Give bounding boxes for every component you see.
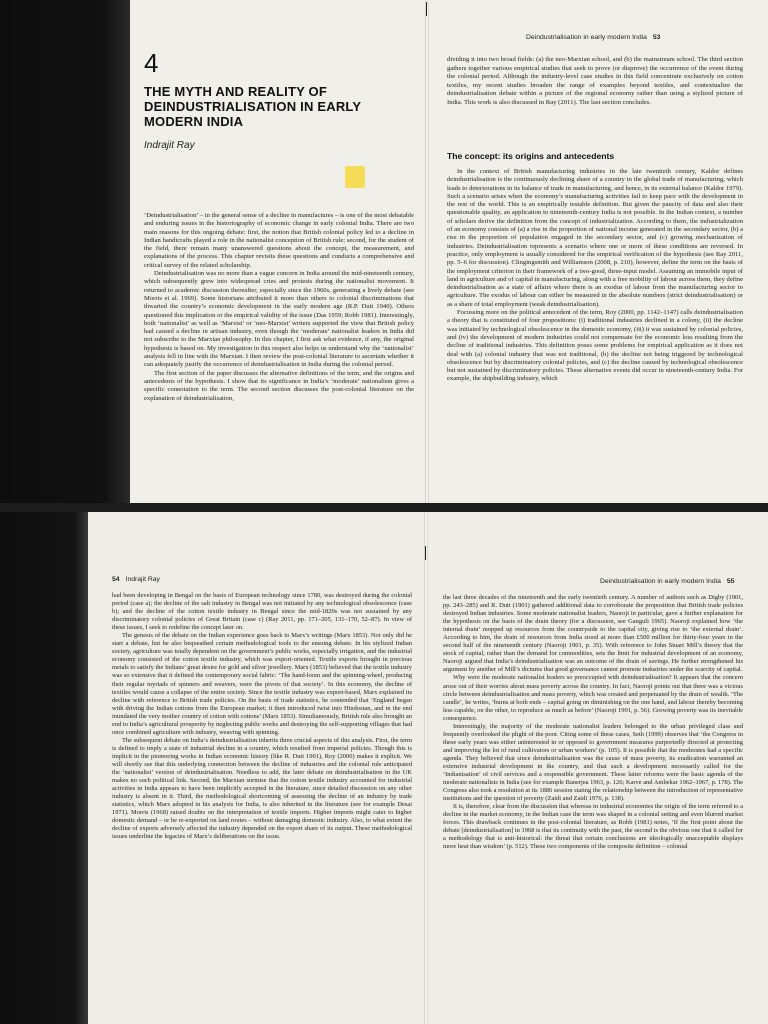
running-head-text: Indrajit Ray xyxy=(125,576,160,583)
page-54-column xyxy=(112,592,412,841)
right-column-53 xyxy=(447,168,743,384)
paragraph: The genesis of the debate on the Indian experience goes back to Marx’s writings (Marx 1853). Not only did he start a debate, but he also bequeathed certain methodological tools to the ensuing debate. In his stylized Indian society, agriculture was totally dependent on the government’s public works, especially irrigation, and the industrial economy consisted of the cotton textile industry, which was export-oriented. Textile exports brought in precious metals to satisfy the Indians’ great desire for gold and silver jewellery. Marx (1853) believed that the textile industry was so extensive that it defined the contemporary social fabric: ‘The hand-loom and the spinning-wheel, producing their regular myriads of spinners and weavers, were the pivots of that society’. In this economy, the decline of textiles would cause a collapse of the entire society. Since the textile industry was export-based, Marx explained its decline with reference to British trade policies. On the basis of trade statistics, he contended that ‘England began with driving the Indian cottons from the European market; it then introduced twist into Hindostan, and in the end inundated the very mother country of cotton with cottons’ (Marx 1853). Simultaneously, British rule also brought an end to India’s agricultural prosperity by neglecting public works and destroying the self-supporting villages that had once combined agriculture with industry, weaving with spinning. xyxy=(112,632,412,736)
paragraph: It is, therefore, clear from the discussion that whereas in industrial economies the origin of the term referred to a decline in the market economy, in the Indian case the term was shaped in a colonial setting and even blurred market forces. This drawback continues in the post-colonial literature, as Robb (1981) notes, ‘If the first point about the debate [deindustrialisation] in 1968 is that its continuity with the past, the second is the obvious one that it called for a methodology that is anti-historical: the threat that certain conclusions are ideologically unacceptable displays more heat than wisdom’ (p. 512). These two components of the composite definition – colonial xyxy=(443,803,743,851)
page-53 xyxy=(0,0,768,503)
paragraph: The subsequent debate on India’s deindustrialisation inherits three crucial aspects of this analysis. First, the term is defined to imply a state of industrial decline in a country, which resulted from imperial policies. Though this is implicit in the pioneering works in Indian economic history (like R. Dutt 1901), Roy (2000) makes it explicit. We will shortly see that this underlying connection between the decline of industries and the colonial rule anticipated the ‘nationalist’ version of deindustrialisation. Needless to add, the later debate on deindustrialisation in the UK makes no such political link. Second, the Marxian surmise that the cotton textile industry accounted for industrial activities in India appears to have been implicitly accepted in the literature, since detailed discussion on any other industry is absent in it. Third, the methodological shortcoming of assessing the decline of an industry by trade statistics, which Marx adopted in his analysis for India, is also inherited in the literature (see for example Desai 1971). Morris (1968) raised doubts on the interpretation of textile imports. Higher imports might cater to higher domestic demand – or be re-exported on land routes – without damaging domestic industry. Also, to what extent the decline of exports adversely affected the industry depended on the export share of its output. These methodological issues underline the legacies of Marx’s deliberations on the issue. xyxy=(112,736,412,841)
left-column-53 xyxy=(144,212,414,403)
paragraph: Focussing more on the political antecedent of the term, Roy (2000, pp. 1142–1147) calls deindustrialisation a theory that is constituted of four propositions: (i) traditional industries declined in a colony, (ii) the decline was initiated by technological obsolescence in the domestic economy, (iii) it was sustained by colonial policies, and (iv) the development of modern industries could not compensate for the economic loss resulting from the decline of traditional industries. This definition poses some problems for empirical application as it does not deal with (a) colonial industry that was not traditional, (b) the decline not being triggered by technological obsolescence but by discriminatory colonial policies, and (c) the decline caused by technological obsolescence but not sustained by discriminatory policies. These alternative events did occur in nineteenth-century India. For example, the shipbuilding industry, which xyxy=(447,309,743,383)
chapter-title: THE MYTH AND REALITY OF DEINDUSTRIALISATION IN EARLY MODERN INDIA xyxy=(144,84,361,129)
paragraph: The first section of the paper discusses the alternative definitions of the term, and the origins and antecedents of the hypothesis. I show that its significance in India’s ‘moderate’ nationalism gives a specific connotation to the term. The second section discusses the post-colonial literature on the explanation of deindustrialisation, xyxy=(144,369,414,402)
page-55-column xyxy=(443,594,743,852)
paragraph: Interestingly, the majority of the moderate nationalist leaders belonged to the urban privileged class and frequently overlooked the plight of the poor. Citing some of these cases, Seth (1999) observes that ‘the Congress in these early years was either uninterested in or opposed to government measures purportedly directed at protecting and improving the lot of rural cultivators or urban workers’ (p. 105). It is possible that the moderates had a specific agenda. They believed that since deindustrialisation was the cause of mass poverty, its eradication warranted an extensive industrial development in the country, and that such a development necessarily called for the ‘Indianisation’ of civil services and a responsible government. These latter reforms were the basic agenda of the moderate nationalists in India (see for example Banerjea 1963, p. 126; Karve and Ambekar 1962–1967, p. 178). The Congress also took a resolution at its 1886 session stating the relationship between the introduction of representative institutions and the question of poverty (Zaidi and Zaidi 1976, p. 138). xyxy=(443,722,743,803)
pages-54-55 xyxy=(0,512,768,1024)
book-gutter xyxy=(425,0,429,503)
chapter-author: Indrajit Ray xyxy=(144,140,195,151)
running-head-text: Deindustrialisation in early modern India xyxy=(600,578,721,585)
paragraph: Why were the moderate nationalist leaders so preoccupied with deindustrialisation? It appears that the concern arose out of their worries about mass poverty across the country. In fact, Naoroji points out that there was a vicious circle between deindustrialisation and mass poverty, which was created and perpetuated by the drain of wealth. ‘The candle’, he writes, ‘burns at both ends – capital going on diminishing on the one hand, and labour thereby becoming less capable, on the other, to reproduce as much as before’ (Naoroji 1901, p. 56). Growing poverty was its inevitable consequence. xyxy=(443,674,743,722)
right-intro-53 xyxy=(447,56,743,108)
page-number-53: 53 xyxy=(652,34,661,41)
paragraph: had been developing in Bengal on the basis of European technology since 1780, was destroyed during the colonial period (case a); the decline of the salt industry in Bengal was not initiated by any technological obsolescence (case b); and the decline of the cotton textile industry in Bengal since the mid-1820s was not sustained by any discriminatory colonial policies of Great Britain (case c) (Ray 2011, pp. 171–205, 131–170, 52–87). In view of these issues, I seek to redefine the concept later on. xyxy=(112,592,412,632)
running-head-54 xyxy=(112,576,160,583)
running-head-text: Deindustrialisation in early modern India xyxy=(526,34,647,41)
running-head-55 xyxy=(600,578,734,585)
paragraph: dividing it into two broad fields: (a) the neo-Marxian school, and (b) the mainstream school. The third section gathers together various empirical studies that seek to prove (or disprove) the occurrence of the event during the colonial period. Although the industry-level case studies in this field concentrate exclusively on cotton textiles, my recent studies broaden the range of examples beyond textiles, and contextualize the deindustrialisation debate within a picture of the regional economy rather than using a stylized picture of India. This work is also discussed in Ray (2011). The last section concludes. xyxy=(447,56,743,106)
section-heading: The concept: its origins and antecedents xyxy=(447,151,615,161)
book-spine-shadow xyxy=(0,512,88,1024)
gutter-mark xyxy=(425,546,426,560)
chapter-number: 4 xyxy=(144,48,159,78)
running-head-53 xyxy=(526,34,660,41)
page-number-54: 54 xyxy=(112,576,120,583)
paragraph: ‘Deindustrialisation’ – in the general sense of a decline in manufactures – is one of the most debatable and enduring issues in the historiography of economic change in early colonial India. There are two main reasons for this ongoing debate: first, the notion that British colonial policy led to a decline in Indian handicrafts played a role in the nationalist conception of British rule; second, for the student of the field, there remain many unanswered questions about the concept, the measurement, and explanations of the process. This chapter revisits these questions and conducts a comprehensive and critical survey of the related scholarship. xyxy=(144,212,414,269)
book-spine-shadow xyxy=(0,0,130,503)
sticky-note-marker xyxy=(345,166,365,188)
paragraph: Deindustrialisation was no more than a vague concern in India around the mid-nineteenth century, which subsequently grew into widespread cries and protests during the nationalist movement. It returned to academic discussion thereafter, especially since the 1960s, generating a lively debate (see Morris et al. 1969). Some historians attributed it more than others to colonial discriminations that thwarted the country’s economic development in the early modern age (R.P. Dutt 1940). Others questioned this implication or the empirical validity of the issue (Das 1959; Robb 1981). Interestingly, both ‘nationalist’ as well as ‘Marxist’ or ‘neo-Marxist’ writers supported the view that British policy had caused a decline in artisan industry, even though the ‘moderate’ nationalist leaders in India did not subscribe to the Marxian philosophy. In this chapter, I first ask what evidence, if any, the original hypothesis is based on. My investigation in this respect also helps us understand why the ‘nationalist’ analysis fell in line with the Marxian. I then review the post-colonial literature to ascertain whether it can adequately justify the occurrence of deindustrialisation in India during the colonial period. xyxy=(144,270,414,369)
paragraph: the last three decades of the nineteenth and the early twentieth century. A number of authors such as Digby (1901, pp. 243–285) and R. Dutt (1901) gathered additional data to corroborate the proposition that British trade policies destroyed Indian industries. Some moderate nationalist leaders, Naoroji in particular, gave a further explanation for the hypothesis on the basis of the drain theory (for a discussion, see Ganguli 1965). Naoroji explained how ‘the internal drain’ mopped up resources from the countryside to the capital city, giving rise to ‘the external drain’. According to him, the drain of resources from India stood at more than £500 million for thirty-four years in the second half of the nineteenth century (Naoroji 1901, p. 35). With reference to John Stuart Mill’s theory that the stock of capital, rather than the demand for commodities, sets the limit for industrial development of an economy, Naoroji argued that India’s deindustrialisation was an outcome of the drain of savings. He further strengthened his argument by another of Mill’s dictums that good governance cannot promote industries under the scarcity of capital. xyxy=(443,594,743,674)
page-number-55: 55 xyxy=(726,578,735,585)
paragraph: In the context of British manufacturing industries in the late twentieth century, Kaldor defines deindustrialisation is the continuously declining share of a country in the global trade of manufacturing, which leads to deteriorations in its balance of trade in manufacturing, and hence, in its external balance (Kaldor 1979). Such a scenario arises when the economy’s manufacturing activities fail to keep pace with the development in the rest of the world. This is an empirically testable definition. But given the paucity of data and also their questionable quality, an application to nineteenth-century India is not possible. In the Indian context, a number of scholars derive the definition from the concept of industrialization. According to them, the industrialization of an economy consists of (a) a rise in the proportion of national income generated in the secondary sector, (b) a rise in the proportion of population engaged in the secondary sector, and (c) growing mechanization of industries. Deindustrialisation represents a scenario where one or more of these conditions are reversed. In practice, only employment is usually considered for the empirical verification of the hypothesis (see Ray 2011, pp. 5–6 for discussion). Clingingsmith and Williamson (2008, p. 210), however, define the term on the basis of the employment criterion in their framework of a two-good, three-input model. Assuming an immobile input of land in agriculture and of capital in manufacturing, along with a free mobility of labour across them, they define deindustrialisation as a state of affairs where there is an exodus of labour from the manufacturing sector to agriculture. The exodus of labour can either be measured in the absolute numbers (strict deindustrialisation) or as a share of total employment (weak deindustrialisation). xyxy=(447,168,743,308)
book-gutter xyxy=(424,512,428,1024)
gutter-mark xyxy=(426,2,427,16)
